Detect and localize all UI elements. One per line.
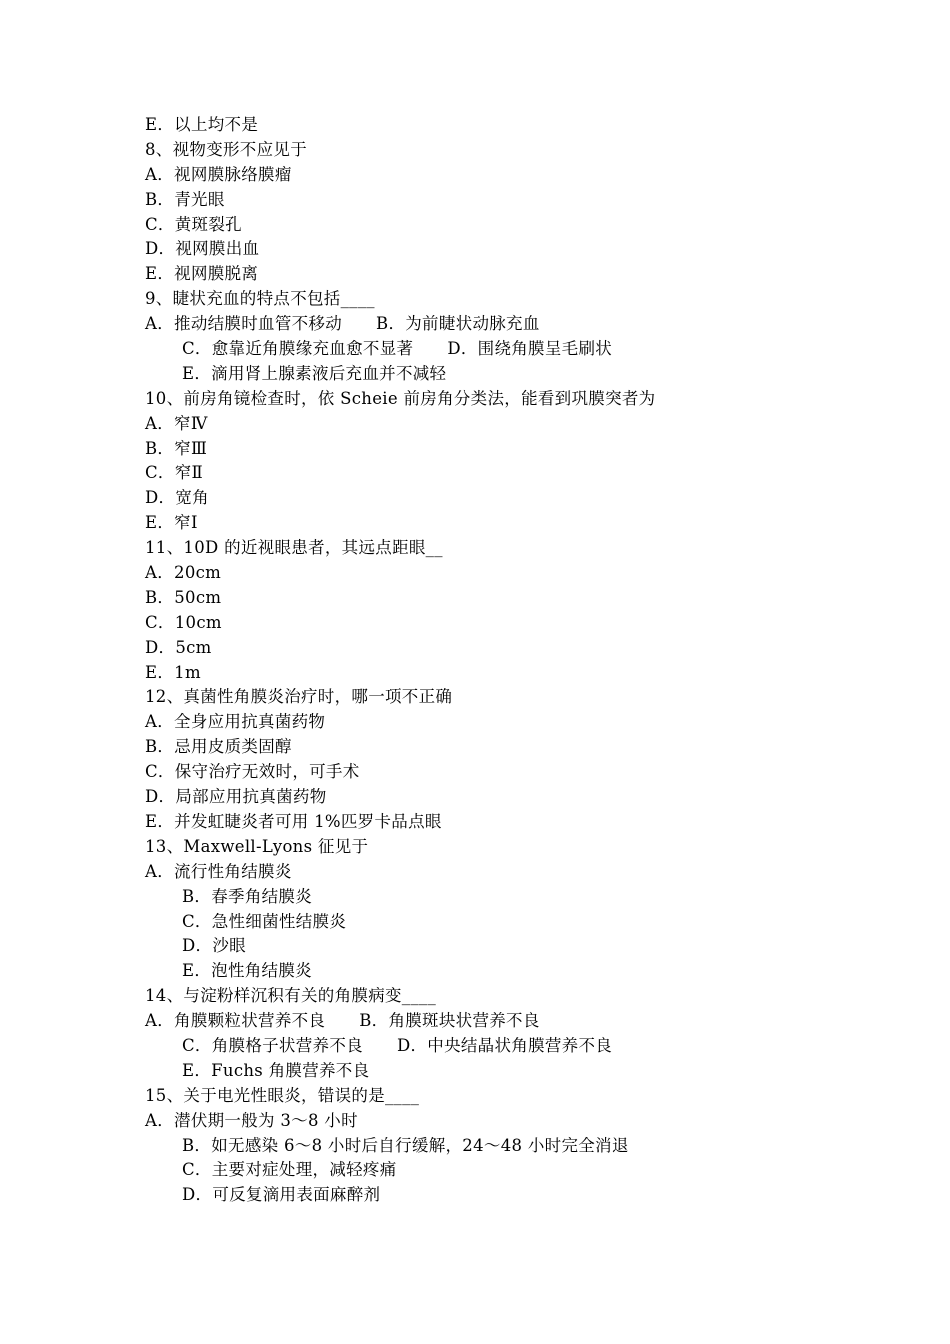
text-segment: E．Fuchs 角膜营养不良 bbox=[182, 1060, 370, 1080]
text-segment: 14、与淀粉样沉积有关的角膜病变____ bbox=[145, 986, 436, 1006]
text-line bbox=[0, 163, 950, 188]
text-segment: B．为前睫状动脉充血 bbox=[376, 314, 540, 334]
text-line bbox=[0, 188, 950, 213]
text-segment: D．围绕角膜呈毛刷状 bbox=[447, 339, 613, 359]
text-line bbox=[0, 1084, 950, 1109]
text-segment: D．沙眼 bbox=[182, 936, 246, 956]
text-segment: B．忌用皮质类固醇 bbox=[145, 737, 292, 757]
text-line bbox=[0, 661, 950, 686]
text-segment: B．如无感染 6～8 小时后自行缓解，24～48 小时完全消退 bbox=[182, 1135, 629, 1155]
text-line bbox=[0, 1183, 950, 1208]
text-segment: E．1m bbox=[145, 662, 201, 682]
text-line bbox=[0, 1109, 950, 1134]
text-segment: C．10cm bbox=[145, 612, 222, 632]
text-segment: D．视网膜出血 bbox=[145, 239, 260, 259]
text-segment: A．角膜颗粒状营养不良 bbox=[145, 1011, 326, 1031]
text-segment: A．流行性角结膜炎 bbox=[145, 861, 292, 881]
text-line bbox=[0, 138, 950, 163]
text-line bbox=[0, 710, 950, 735]
text-line bbox=[0, 412, 950, 437]
text-segment: A．视网膜脉络膜瘤 bbox=[145, 164, 292, 184]
text-segment: E．并发虹睫炎者可用 1%匹罗卡品点眼 bbox=[145, 811, 442, 831]
text-segment: 11、10D 的近视眼患者，其远点距眼__ bbox=[145, 538, 443, 558]
text-line bbox=[0, 1059, 950, 1084]
text-segment: A．潜伏期一般为 3～8 小时 bbox=[145, 1110, 358, 1130]
text-line bbox=[0, 1158, 950, 1183]
text-segment: E．泡性角结膜炎 bbox=[182, 961, 312, 981]
text-segment: C．愈靠近角膜缘充血愈不显著 bbox=[182, 339, 414, 359]
text-line bbox=[0, 262, 950, 287]
text-line bbox=[0, 511, 950, 536]
text-segment: A．推动结膜时血管不移动 bbox=[145, 314, 343, 334]
text-line bbox=[0, 735, 950, 760]
text-segment: E．视网膜脱离 bbox=[145, 264, 259, 284]
text-segment: B．春季角结膜炎 bbox=[182, 886, 313, 906]
text-segment: B．窄Ⅲ bbox=[145, 438, 208, 458]
text-segment: 9、睫状充血的特点不包括____ bbox=[145, 289, 375, 309]
text-line bbox=[0, 1034, 950, 1059]
text-segment: D．5cm bbox=[145, 637, 212, 657]
text-segment: D．中央结晶状角膜营养不良 bbox=[396, 1035, 613, 1055]
text-line bbox=[0, 237, 950, 262]
text-segment: E．窄Ⅰ bbox=[145, 513, 198, 533]
text-line bbox=[0, 337, 950, 362]
text-line bbox=[0, 461, 950, 486]
text-segment: 12、真菌性角膜炎治疗时，哪一项不正确 bbox=[145, 687, 453, 707]
text-line bbox=[0, 835, 950, 860]
text-segment: A．窄Ⅳ bbox=[145, 413, 208, 433]
text-line bbox=[0, 287, 950, 312]
text-segment: B．青光眼 bbox=[145, 189, 225, 209]
text-line bbox=[0, 810, 950, 835]
text-segment: 10、前房角镜检查时，依 Scheie 前房角分类法，能看到巩膜突者为 bbox=[145, 388, 656, 408]
text-line bbox=[0, 113, 950, 138]
text-line bbox=[0, 785, 950, 810]
text-segment: D．局部应用抗真菌药物 bbox=[145, 787, 327, 807]
text-segment: D．可反复滴用表面麻醉剂 bbox=[182, 1185, 381, 1205]
text-segment: C．黄斑裂孔 bbox=[145, 214, 242, 234]
text-line bbox=[0, 561, 950, 586]
text-line bbox=[0, 910, 950, 935]
text-segment: B．角膜斑块状营养不良 bbox=[359, 1011, 540, 1031]
text-segment: C．角膜格子状营养不良 bbox=[182, 1035, 363, 1055]
text-line bbox=[0, 760, 950, 785]
text-line bbox=[0, 959, 950, 984]
text-segment: A．全身应用抗真菌药物 bbox=[145, 712, 326, 732]
text-line bbox=[0, 984, 950, 1009]
text-line bbox=[0, 860, 950, 885]
text-line bbox=[0, 536, 950, 561]
text-line bbox=[0, 885, 950, 910]
text-segment: D．宽角 bbox=[145, 488, 209, 508]
document-page bbox=[0, 113, 950, 1208]
text-line bbox=[0, 312, 950, 337]
text-segment: C．窄Ⅱ bbox=[145, 463, 204, 483]
text-line bbox=[0, 362, 950, 387]
text-line bbox=[0, 1009, 950, 1034]
text-line bbox=[0, 213, 950, 238]
text-segment: E．滴用肾上腺素液后充血并不减轻 bbox=[182, 363, 447, 383]
text-segment: A．20cm bbox=[145, 563, 222, 583]
text-line bbox=[0, 486, 950, 511]
text-segment: C．急性细菌性结膜炎 bbox=[182, 911, 347, 931]
text-segment: C．保守治疗无效时，可手术 bbox=[145, 762, 360, 782]
text-line bbox=[0, 636, 950, 661]
text-segment: C．主要对症处理，减轻疼痛 bbox=[182, 1160, 397, 1180]
text-segment: B．50cm bbox=[145, 587, 222, 607]
text-line bbox=[0, 387, 950, 412]
text-line bbox=[0, 934, 950, 959]
text-line bbox=[0, 685, 950, 710]
text-segment: E．以上均不是 bbox=[145, 115, 259, 134]
text-line bbox=[0, 437, 950, 462]
text-line bbox=[0, 611, 950, 636]
text-line bbox=[0, 1134, 950, 1159]
text-segment: 8、视物变形不应见于 bbox=[145, 139, 307, 159]
text-line bbox=[0, 586, 950, 611]
text-segment: 13、Maxwell-Lyons 征见于 bbox=[145, 836, 369, 856]
text-segment: 15、关于电光性眼炎，错误的是____ bbox=[145, 1085, 420, 1105]
